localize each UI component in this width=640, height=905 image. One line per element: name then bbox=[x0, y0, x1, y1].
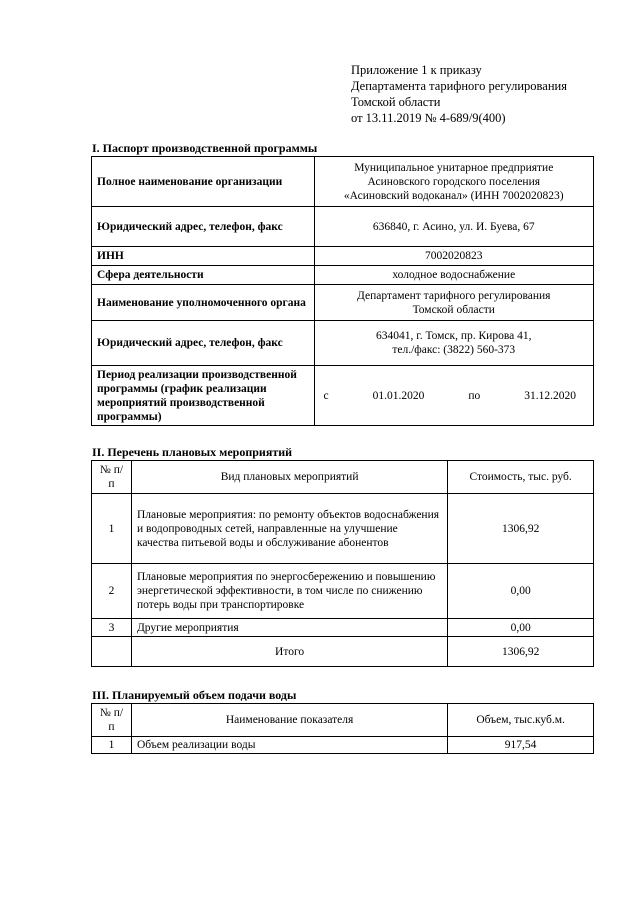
period-label: Период реализации производственной программы (график реализации мероприятий производственной программы) bbox=[92, 366, 315, 426]
row-name: Другие мероприятия bbox=[131, 619, 447, 637]
total-row bbox=[92, 637, 594, 667]
table-row bbox=[92, 285, 594, 321]
total-empty-cell bbox=[92, 637, 132, 667]
row-name: Объем реализации воды bbox=[131, 737, 447, 754]
col-header-cost: Стоимость, тыс. руб. bbox=[448, 461, 594, 494]
row-label: Полное наименование организации bbox=[92, 157, 315, 207]
col-header-name: Наименование показателя bbox=[131, 704, 447, 737]
row-volume: 917,54 bbox=[448, 737, 594, 754]
col-header-num: № п/п bbox=[92, 704, 132, 737]
table-header-row bbox=[92, 704, 594, 737]
row-value: Департамент тарифного регулирования Томской области bbox=[314, 285, 593, 321]
row-cost: 1306,92 bbox=[448, 494, 594, 564]
header-line-2: Департамента тарифного регулирования bbox=[351, 79, 567, 93]
col-header-name: Вид плановых мероприятий bbox=[131, 461, 447, 494]
table-row bbox=[92, 564, 594, 619]
row-cost: 0,00 bbox=[448, 564, 594, 619]
table-row bbox=[92, 266, 594, 285]
row-label: Юридический адрес, телефон, факс bbox=[92, 207, 315, 247]
row-num: 3 bbox=[92, 619, 132, 637]
period-to-word: по bbox=[468, 389, 481, 402]
passport-table bbox=[91, 156, 594, 426]
period-from-date: 01.01.2020 bbox=[372, 389, 425, 402]
row-num: 1 bbox=[92, 494, 132, 564]
table-row bbox=[92, 207, 594, 247]
period-value bbox=[314, 366, 593, 426]
row-value: 636840, г. Асино, ул. И. Буева, 67 bbox=[314, 207, 593, 247]
activities-table bbox=[91, 460, 594, 667]
section-1-title: I. Паспорт производственной программы bbox=[92, 141, 318, 155]
table-row bbox=[92, 157, 594, 207]
table-row bbox=[92, 321, 594, 366]
table-row bbox=[92, 247, 594, 266]
total-value: 1306,92 bbox=[448, 637, 594, 667]
row-num: 1 bbox=[92, 737, 132, 754]
row-label: Юридический адрес, телефон, факс bbox=[92, 321, 315, 366]
table-row bbox=[92, 737, 594, 754]
col-header-num: № п/п bbox=[92, 461, 132, 494]
row-value: 7002020823 bbox=[314, 247, 593, 266]
total-label: Итого bbox=[131, 637, 447, 667]
table-row bbox=[92, 619, 594, 637]
order-header bbox=[351, 62, 567, 126]
table-row bbox=[92, 494, 594, 564]
section-3-title: III. Планируемый объем подачи воды bbox=[92, 688, 297, 702]
row-value: холодное водоснабжение bbox=[314, 266, 593, 285]
header-line-1: Приложение 1 к приказу bbox=[351, 63, 482, 77]
header-line-3: Томской области bbox=[351, 95, 441, 109]
section-2-title: II. Перечень плановых мероприятий bbox=[92, 445, 293, 459]
header-line-4: от 13.11.2019 № 4-689/9(400) bbox=[351, 111, 506, 125]
row-name: Плановые мероприятия: по ремонту объектов водоснабжения и водопроводных сетей, направленные на улучшение качества питьевой воды и обслуживание абонентов bbox=[131, 494, 447, 564]
period-from-word: с bbox=[323, 389, 329, 402]
row-name: Плановые мероприятия по энергосбережению и повышению энергетической эффективности, в том числе по снижению потерь воды при транспортировке bbox=[131, 564, 447, 619]
row-value: 634041, г. Томск, пр. Кирова 41, тел./факс: (3822) 560-373 bbox=[314, 321, 593, 366]
row-value: Муниципальное унитарное предприятие Асиновского городского поселения «Асиновский водоканал» (ИНН 7002020823) bbox=[314, 157, 593, 207]
period-to-date: 31.12.2020 bbox=[524, 389, 576, 402]
water-volume-table bbox=[91, 703, 594, 754]
row-label: Наименование уполномоченного органа bbox=[92, 285, 315, 321]
row-label: ИНН bbox=[92, 247, 315, 266]
table-row bbox=[92, 366, 594, 426]
table-header-row bbox=[92, 461, 594, 494]
row-cost: 0,00 bbox=[448, 619, 594, 637]
row-num: 2 bbox=[92, 564, 132, 619]
col-header-volume: Объем, тыс.куб.м. bbox=[448, 704, 594, 737]
row-label: Сфера деятельности bbox=[92, 266, 315, 285]
